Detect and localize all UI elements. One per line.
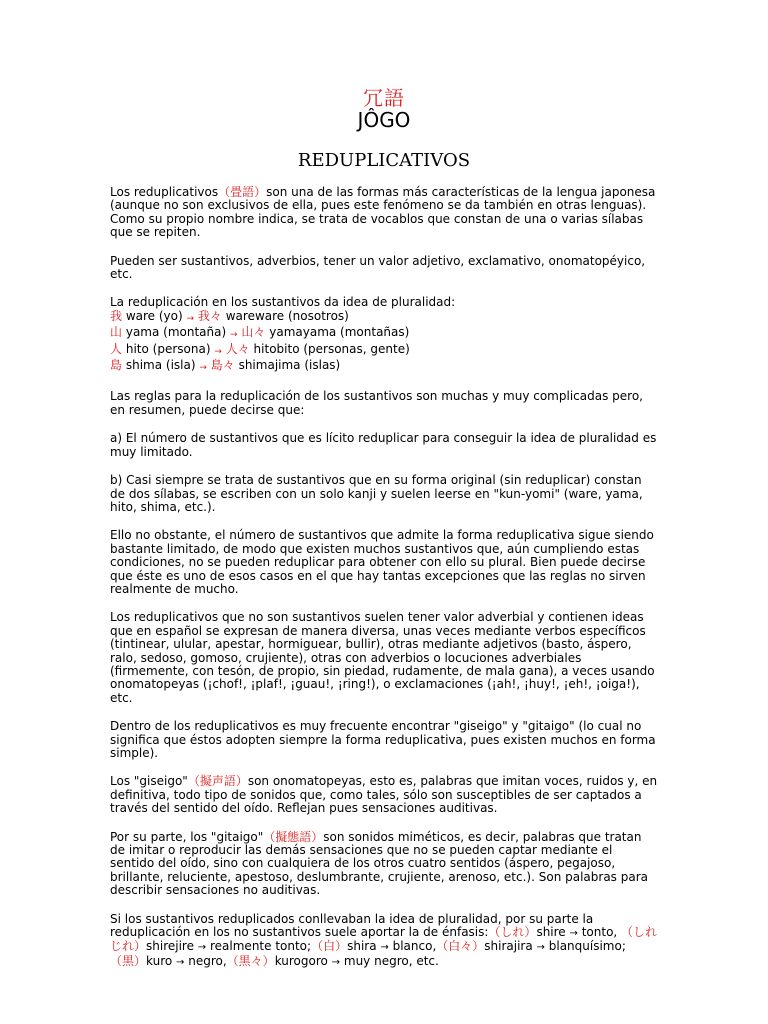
text-span: kurogoro [274,953,332,968]
paragraph-exceptions: Ello no obstante, el número de sustantivos que admite la forma reduplicativa sigue siendo bastante limitado, de modo que existen muchos sustantivos que, aún cumpliendo estas condiciones, no se pueden reduplicar para obtener con ello su plural. Bien puede decirse que éste es uno de esos casos en el que hay tantas excepciones que las reglas no sirven realmente de mucho. [110,528,654,596]
kanji-title: 冗語 [363,86,405,110]
kanji-inline: （しれ） [488,925,537,940]
text-span: son onomatopeyas, esto es, palabras que imitan voces, ruidos y, en definitiva, todo tipo de sonidos que, como tales, sólo son susceptibles de ser captados a través del sentido del oído. Reflejan pues sensaciones auditivas. [110,774,658,816]
arrow-icon: → [214,346,222,357]
list-item [110,343,660,359]
kanji-inline: （黒） [110,953,147,968]
list-item [110,310,660,326]
romaji-title: JÔGO [357,108,411,132]
kanji-inline: 我々 [197,308,222,323]
text-span: shire [536,925,570,940]
kanji-inline: （白） [311,939,348,954]
kanji-inline: （畳語） [218,185,267,199]
kanji-inline: （白々） [436,939,485,954]
arrow-icon: → [197,942,207,954]
arrow-icon: → [186,313,195,324]
paragraph-giseigo [110,775,660,815]
kanji-inline: （擬声語） [187,774,248,789]
result: hitobito (personas, gente) [253,341,410,356]
paragraph-plurality: La reduplicación en los sustantivos da idea de pluralidad: [110,295,456,310]
arrow-icon: → [569,928,578,940]
kanji-inline: （黒々） [226,953,275,968]
document-body [110,186,660,984]
text-span: son sonidos miméticos, es decir, palabras que tratan de imitar o reproducir las demás sensaciones que no se pueden captar mediante el sentido del oído, sino con cualquiera de los otros cuatro sentidos (áspero, pegajoso, brillante, reluciente, apestoso, deslumbrante, crujiente, arenoso, etc.). Son palabras para describir sensaciones no auditivas. [110,829,649,898]
text-span: muy negro, etc. [340,953,439,968]
text-span: negro, [184,953,227,968]
word: shima (isla) [125,358,196,373]
text-span: tonto, [577,925,622,940]
arrow-icon: → [331,956,341,968]
text-span: realmente tonto; [206,939,312,954]
list-item [110,326,660,342]
text-span: Si los sustantivos reduplicados conllevaban la idea de pluralidad, por su parte la reduplicación en los no sustantivos suele aportar la de énfasis: [110,911,594,940]
paragraph-rules: Las reglas para la reduplicación de los sustantivos son muchas y muy complicadas pero, en resumen, puede decirse que: [110,389,643,417]
kanji-inline: 我 [110,308,123,323]
word: yama (montaña) [125,325,227,340]
page-title: REDUPLICATIVOS [297,150,471,171]
text-span: blanco, [388,939,437,954]
paragraph-types: Pueden ser sustantivos, adverbios, tener un valor adjetivo, exclamativo, onomatopéyico, etc. [110,253,646,282]
paragraph-non-nouns: Los reduplicativos que no son sustantivos suelen tener valor adverbial y contienen ideas que en español se expresan de manera diversa, unas veces mediante verbos específicos (tintinear, ulular, apestar, hormiguear, bullir), otras mediante adjetivos (basto, áspero, ralo, sedoso, gomoso, crujiente), otras con adverbios o locuciones adverbiales (firmemente, con tesón, de propio, sin piedad, rudamente, de mala gana), a veces usando onomatopeyas (¡chof!, ¡plaf!, ¡guau!, ¡ring!), o exclamaciones (¡ah!, ¡huy!, ¡eh!, ¡oiga!), etc. [110,610,655,705]
arrow-icon: → [199,363,207,374]
paragraph-gitaigo [110,831,660,898]
kanji-inline: 山々 [241,325,266,340]
paragraph-intro [110,186,660,240]
kanji-inline: 島 [110,358,123,373]
paragraph-rule-b: b) Casi siempre se trata de sustantivos que en su forma original (sin reduplicar) constan de dos sílabas, se escriben con un solo kanji y suelen leerse en "kun-yomi" (ware, yama, hito, shima, etc.). [110,473,643,514]
kanji-inline: （擬態語） [263,829,324,844]
text-span: shirejire [146,939,198,954]
kanji-inline: 人 [110,341,123,356]
arrow-icon: → [176,956,185,968]
text-span: shirajira [484,939,537,954]
text-span: Por su parte, los "gitaigo" [110,829,264,844]
text-span: kuro [146,953,177,968]
text-span: son una de las formas más características de la lengua japonesa (aunque no son exclusivos de ella, pues este fenómeno se da también en otras lenguas). Como su propio nombre indica, se trata de vocablos que constan de una o varias sílabas que se repiten. [110,185,656,240]
arrow-icon: → [380,942,389,954]
word: hito (persona) [125,341,211,356]
kanji-inline: 人々 [225,341,250,356]
text-span: shira [347,939,381,954]
paragraph-rule-a: a) El número de sustantivos que es lícito reduplicar para conseguir la idea de pluralidad es muy limitado. [110,431,657,459]
arrow-icon: → [536,942,545,954]
word: ware (yo) [125,308,183,323]
kanji-inline: 島々 [210,358,235,373]
text-span: Los reduplicativos [110,185,219,199]
text-span: Los "giseigo" [110,774,188,789]
kanji-inline: （しれじれ） [110,925,658,954]
text-span: blanquísimo; [544,939,626,954]
result: yamayama (montañas) [269,325,410,340]
kanji-inline: 山 [110,325,123,340]
list-item [110,359,660,375]
result: shimajima (islas) [238,358,341,373]
arrow-icon: → [230,330,238,341]
paragraph-giseigo-gitaigo: Dentro de los reduplicativos es muy frecuente encontrar "giseigo" y "gitaigo" (lo cual no significa que éstos adopten siempre la forma reduplicativa, pues existen muchos en forma simple). [110,719,656,760]
plural-examples-list [110,310,660,376]
result: wareware (nosotros) [225,308,349,323]
paragraph-emphasis [110,913,660,970]
